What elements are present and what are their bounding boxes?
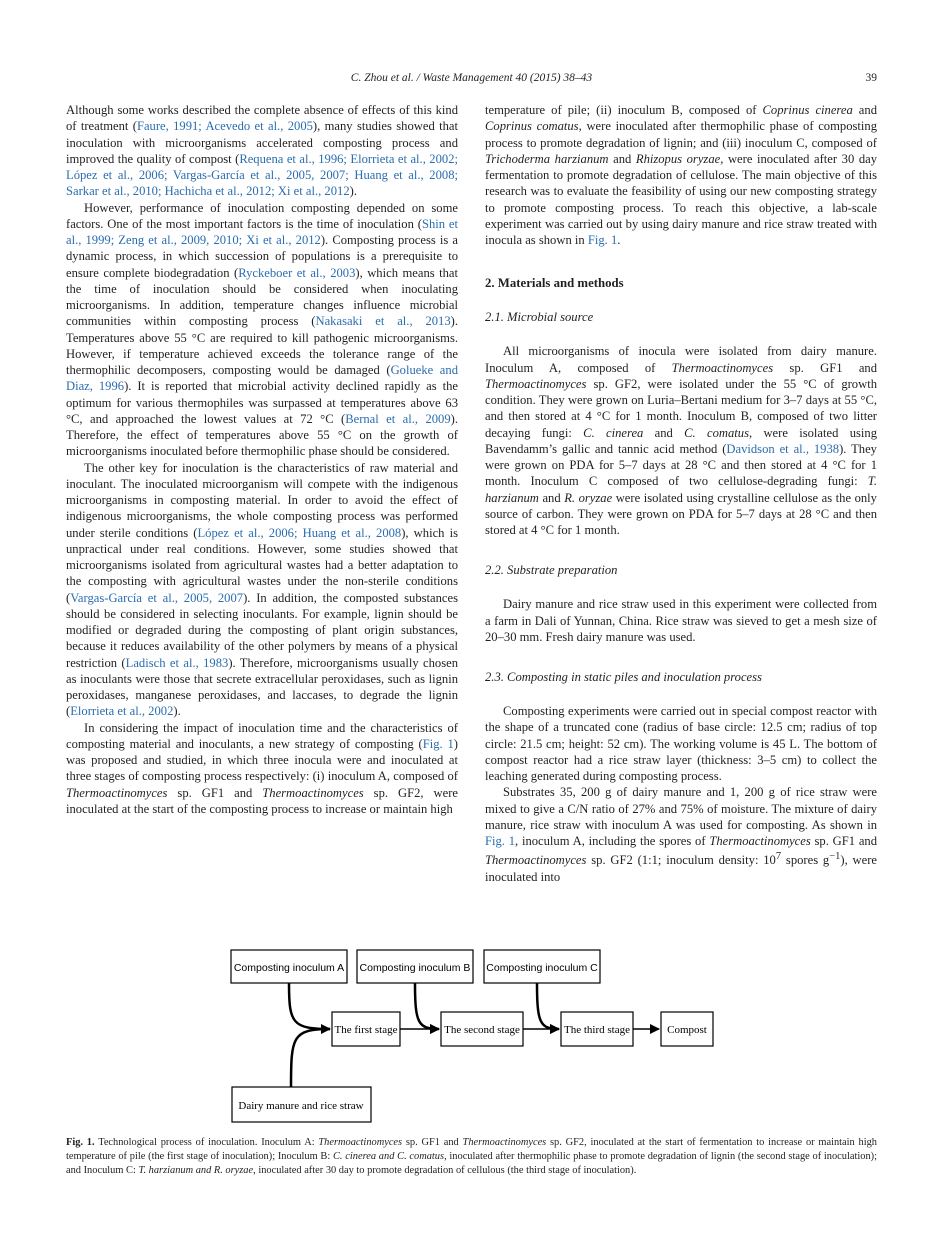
citation-link[interactable]: Shin et al., 1999; Zeng et al., 2009, 2010; Xi et al., 2012	[66, 216, 458, 247]
text: ). Temperatures above 55 °C are required to kill pathogenic microorganisms. However, if temperature achieved exceeds the tolerance range of the thermophilic decomposers, composting would be damaged (	[66, 314, 458, 377]
citation-link[interactable]: Nakasaki et al., 2013	[315, 314, 451, 329]
text: , inoculated after 30 day to promote degradation of cellulous (the third stage of inoculation).	[253, 1165, 637, 1176]
intro-paragraph-5	[485, 102, 877, 248]
subsection-heading: 2.2. Substrate preparation	[485, 563, 618, 578]
text: ). They were grown on PDA for 5–7 days at 28 °C and then stored at 4 °C for 1 month. Inoculum C composed of two cellulose-degrading fungi:	[485, 441, 877, 489]
text: ). In addition, the composted substances should be considered in selecting inoculants. For example, lignin should be modified or degraded during the composting of plant origin substances, because it reduces availability of the other polymers by means of a physical restriction (	[66, 590, 458, 670]
text: .	[617, 233, 621, 247]
text: ).	[349, 184, 357, 199]
inoculum-b-label: Composting inoculum B	[359, 962, 471, 974]
text: ). Therefore, the effect of temperatures above 55 °C on the growth of microorganisms inoculated before thermophilic phase should be considered.	[66, 411, 458, 459]
intro-paragraph-1	[66, 102, 458, 200]
text: ). It is reported that microbial activity declined rapidly as the optimum for various thermophiles was surpassed at temperatures above 63 °C, and approached the lowest values at 72 °C (	[66, 379, 458, 426]
species-name: Thermoactinomyces	[66, 785, 168, 800]
citation-link[interactable]: Faure, 1991; Acevedo et al., 2005	[136, 119, 313, 134]
figure-link[interactable]: Fig. 1	[485, 834, 516, 848]
text: ) was proposed and studied, in which three inocula were and inoculated at three stages of composting process respectively: (i) inoculum A, composed of	[66, 736, 458, 784]
citation-link[interactable]: Bernal et al., 2009	[345, 411, 451, 426]
species-name: Thermoactinomyces	[462, 1137, 547, 1148]
text: , were inoculated after 30 day fermentation to promote degradation of cellulose. The main objective of this research was to evaluate the feasibility of using our new composting strategy to promote composting process. To reach this objective, a lab-scale experiment was carried out by using dairy manure and rice straw treated with inocula as shown in	[485, 151, 878, 247]
text: sp. GF1 and	[167, 785, 263, 800]
left-column	[66, 102, 458, 817]
superscript: −1	[829, 851, 841, 863]
species-name: Thermoactinomyces	[671, 360, 774, 375]
process-flow-diagram	[0, 945, 925, 1130]
composting-paragraph-2	[485, 784, 877, 885]
species-name: C. comatus	[684, 425, 749, 440]
citation-link[interactable]: Ladisch et al., 1983	[125, 655, 229, 670]
species-name: C. cinerea	[583, 425, 644, 440]
substrate-label: Dairy manure and rice straw	[238, 1100, 364, 1112]
species-name: Coprinus comatus	[485, 119, 579, 134]
text: sp. GF2, were inoculated at the start of the composting process to increase or maintain high	[66, 785, 458, 816]
substrate-paragraph: Dairy manure and rice straw used in this experiment were collected from a farm in Dali of Yunnan, China. Rice straw was sieved to get a mesh size of 20–30 mm. Fresh dairy manure was used.	[485, 597, 877, 644]
figure-link[interactable]: Fig. 1	[422, 736, 454, 751]
arrow-substrate-to-stage1	[291, 1029, 330, 1087]
arrow-c-to-stage3	[537, 983, 559, 1029]
species-name: Thermoactinomyces	[485, 376, 587, 391]
figure-link[interactable]: Fig. 1	[587, 233, 618, 247]
text: ), many studies showed that inoculation with microorganisms accelerated composting process and improved the quality of compost (	[66, 119, 458, 166]
citation-link[interactable]: López et al., 2006; Huang et al., 2008	[197, 525, 402, 540]
right-column	[485, 102, 877, 885]
species-name: C. cinerea and C. comatus	[333, 1151, 445, 1162]
arrow-b-to-stage2	[415, 983, 439, 1029]
intro-paragraph-4	[66, 720, 458, 818]
species-name: Thermoactinomyces	[485, 853, 587, 868]
text: Although some works described the complete absence of effects of this kind of treatment (	[66, 103, 458, 134]
citation-link[interactable]: Ryckeboer et al., 2003	[238, 265, 356, 280]
subsection-heading: 2.1. Microbial source	[485, 310, 594, 325]
inoculum-c-label: Composting inoculum C	[486, 962, 598, 974]
running-title: C. Zhou et al. / Waste Management 40 (2015) 38–43	[350, 72, 593, 84]
text: sp. GF2 (1:1; inoculum density: 10	[586, 853, 776, 868]
citation-link[interactable]: Vargas-García et al., 2005, 2007	[70, 590, 244, 605]
figure-1	[0, 945, 925, 1130]
text: sp. GF2, inoculated at the start of fermentation to increase or maintain high temperature of pile (the first stage of inoculation); Inoculum B:	[66, 1137, 877, 1162]
text: sp. GF1 and	[402, 1137, 463, 1148]
citation-link[interactable]: Elorrieta et al., 2002	[70, 704, 174, 719]
intro-paragraph-3	[66, 460, 458, 720]
inoculum-a-label: Composting inoculum A	[233, 962, 345, 974]
text: ), which is unpractical under real conditions. However, some studies showed that microorganisms isolated from agricultural wastes had a better adaptation to the composting with agricultural wastes under the non-sterile conditions (	[66, 525, 458, 605]
stage3-label: The third stage	[564, 1024, 630, 1036]
text: In considering the impact of inoculation time and the characteristics of composting material and inoculants, a new strategy of composting (	[66, 720, 458, 751]
text: sp. GF1 and	[773, 360, 878, 375]
text: and	[608, 151, 636, 166]
stage2-label: The second stage	[444, 1024, 520, 1036]
species-name: Coprinus cinerea	[762, 103, 853, 117]
arrow-a-to-stage1	[289, 983, 330, 1029]
text: ).	[173, 704, 181, 719]
species-name: Trichoderma harzianum	[485, 151, 609, 166]
caption-label: Fig. 1.	[66, 1137, 95, 1148]
text: sp. GF1 and	[810, 834, 878, 848]
species-name: Thermoactinomyces	[709, 834, 811, 848]
text: ). Composting process is a dynamic process, in which succession of populations is a prerequisite to ensure complete biodegradation (	[66, 233, 458, 280]
citation-link[interactable]: Requena et al., 1996; Elorrieta et al., 2002; López et al., 2006; Vargas-García et al., 2005, 2007; Huang et al., 2008; Sarkar et al., 2010; Hachicha et al., 2012; Xi et al., 2012	[66, 151, 458, 199]
species-name: T. harzianum	[485, 474, 877, 505]
text: Substrates 35, 200 g of dairy manure and 1, 200 g of rice straw were mixed to give a C/N ratio of 27% and 75% of moisture. The mixture of dairy manure, rice straw with inoculum A was used for composting. As shown in	[485, 785, 877, 832]
text: ). Therefore, microorganisms usually chosen as inoculants were those that secrete extracellular peroxidases, such as lignin peroxidases, manganese peroxidases, and laccases, to degrade the lignin (	[66, 655, 458, 719]
text: ), which means that the time of inoculation should be considered when inoculating microorganisms. In addition, temperature changes influence microbial communities within composting process (	[66, 265, 459, 329]
species-name: Rhizopus oryzae	[635, 151, 721, 166]
page-number: 39	[865, 72, 877, 84]
text: and	[852, 103, 877, 117]
text: and	[538, 490, 565, 505]
text: were isolated using crystalline cellulose as the only source of carbon. They were grown on PDA for 5–7 days at 28 °C and then stored at 4 °C for 1 month.	[485, 490, 877, 537]
text: and	[643, 425, 685, 440]
species-name: T. harzianum and R. oryzae	[138, 1165, 254, 1176]
text: , inoculum A, including the spores of	[515, 834, 710, 848]
citation-link[interactable]: Golueke and Diaz, 1996	[66, 363, 458, 394]
intro-paragraph-2	[66, 200, 458, 460]
text: ), were inoculated into	[485, 853, 877, 884]
species-name: Thermoactinomyces	[318, 1137, 403, 1148]
text: The other key for inoculation is the characteristics of raw material and inoculant. The inoculated microorganism will compete with the indigenous microorganisms in composting material. In order to avoid the effect of indigenous microorganisms, the whole composting process was performed under sterile conditions (	[66, 460, 458, 540]
microbial-source-paragraph	[485, 343, 877, 538]
text: temperature of pile; (ii) inoculum B, composed of	[485, 103, 763, 117]
text: sp. GF2, were isolated under the 55 °C of growth condition. They were grown on Luria–Bertani medium for 3–7 days at 55 °C, and then stored at 4 °C for 1 month. Inoculum B, composed of two litter decaying fungi:	[485, 376, 877, 440]
text: spores g	[781, 853, 830, 868]
subsection-heading: 2.3. Composting in static piles and inoculation process	[485, 670, 762, 684]
page-header	[66, 72, 877, 90]
section-heading: 2. Materials and methods	[485, 276, 624, 291]
stage1-label: The first stage	[334, 1024, 398, 1036]
text: Technological process of inoculation. Inoculum A:	[94, 1137, 319, 1148]
superscript: 7	[775, 851, 782, 863]
species-name: Thermoactinomyces	[262, 785, 364, 800]
text: However, performance of inoculation composting depended on some factors. One of the most important factors is the time of inoculation (	[66, 200, 458, 231]
species-name: R. oryzae	[564, 490, 613, 505]
composting-paragraph-1: Composting experiments were carried out in special compost reactor with the shape of a truncated cone (radius of base circle: 12.5 cm; radius of top circle: 21.5 cm; height: 52 cm). The working volume is 45 L. The bottom of compost reactor had a rice straw layer (thickness: 3–5 cm) to collect the leaching generated during composting process.	[485, 704, 877, 783]
text: , were inoculated after thermophilic phase of composting process to promote degradation of lignin; and (iii) inoculum C, composed of	[485, 119, 877, 150]
text: All microorganisms of inocula were isolated from dairy manure. Inoculum A, composed of	[485, 344, 877, 375]
figure-caption	[66, 1136, 877, 1178]
text: , inoculated after thermophilic phase to promote degradation of lignin (the second stage of inoculation); and Inoculum C:	[66, 1151, 878, 1176]
text: , were isolated using Bavendamm’s gallic and tannic acid method (	[485, 425, 877, 456]
citation-link[interactable]: Davidson et al., 1938	[726, 441, 840, 456]
compost-label: Compost	[667, 1024, 707, 1036]
